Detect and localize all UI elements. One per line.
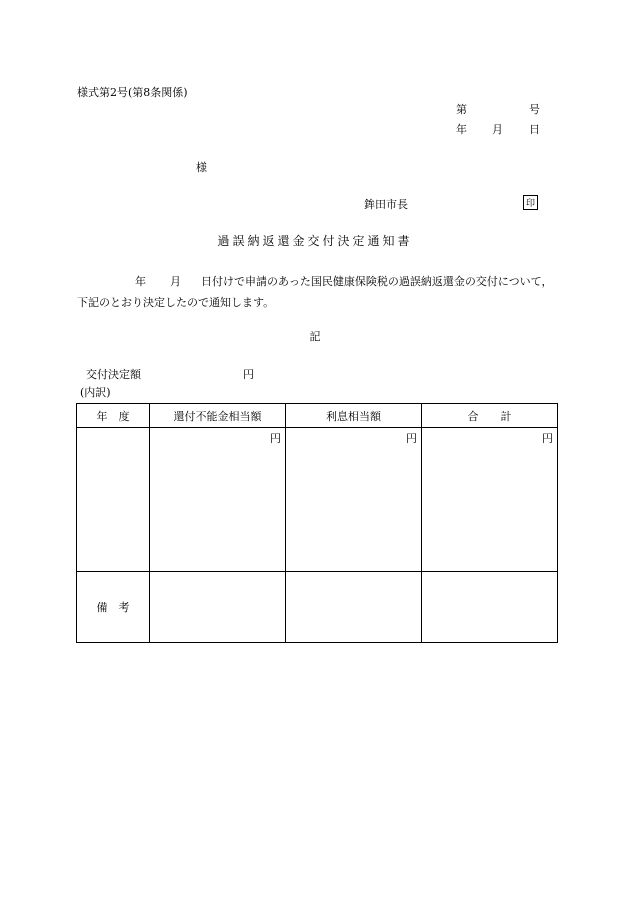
body-year: 年 — [135, 275, 146, 288]
seal-stamp — [523, 195, 538, 210]
table-header-row — [77, 404, 558, 428]
issuer-name: 鉾田市長 — [364, 198, 408, 211]
document-number-label: 第 — [456, 103, 467, 116]
breakdown-label: (内訳) — [80, 386, 111, 399]
header-total: 合 計 — [422, 404, 558, 428]
date-year-label: 年 — [456, 123, 467, 136]
date-month-label: 月 — [492, 123, 503, 136]
header-fiscal-year: 年 度 — [77, 404, 150, 428]
cell-total — [422, 428, 558, 572]
unit-yen: 円 — [406, 432, 417, 445]
remarks-cell — [422, 572, 558, 643]
seal-mark: 印 — [525, 199, 535, 209]
document-number-suffix: 号 — [529, 103, 540, 116]
form-number: 様式第2号(第8条関係) — [77, 86, 188, 99]
date-day-label: 日 — [529, 123, 540, 136]
header-interest-amount: 利息相当額 — [286, 404, 422, 428]
addressee-suffix: 様 — [196, 161, 207, 174]
unit-yen: 円 — [542, 432, 553, 445]
notice-body — [77, 271, 555, 313]
body-month: 月 — [170, 275, 181, 288]
unit-yen: 円 — [270, 432, 281, 445]
remarks-cell — [286, 572, 422, 643]
remarks-cell — [150, 572, 286, 643]
breakdown-table — [76, 403, 558, 643]
table-remarks-row — [77, 572, 558, 643]
cell-interest-amount — [286, 428, 422, 572]
remarks-label: 備 考 — [77, 572, 150, 643]
amount-unit: 円 — [243, 368, 254, 381]
header-unrefundable-amount: 還付不能金相当額 — [150, 404, 286, 428]
body-text: 日付けで申請のあった国民健康保険税の過誤納返還金の交付について，下記のとおり決定したので通知します。 — [77, 275, 553, 309]
amount-label: 交付決定額 — [86, 368, 141, 381]
cell-unrefundable-amount — [150, 428, 286, 572]
table-amount-row — [77, 428, 558, 572]
ki-heading: 記 — [309, 330, 321, 343]
cell-fiscal-year — [77, 428, 150, 572]
document-title: 過誤納返還金交付決定通知書 — [217, 234, 413, 248]
